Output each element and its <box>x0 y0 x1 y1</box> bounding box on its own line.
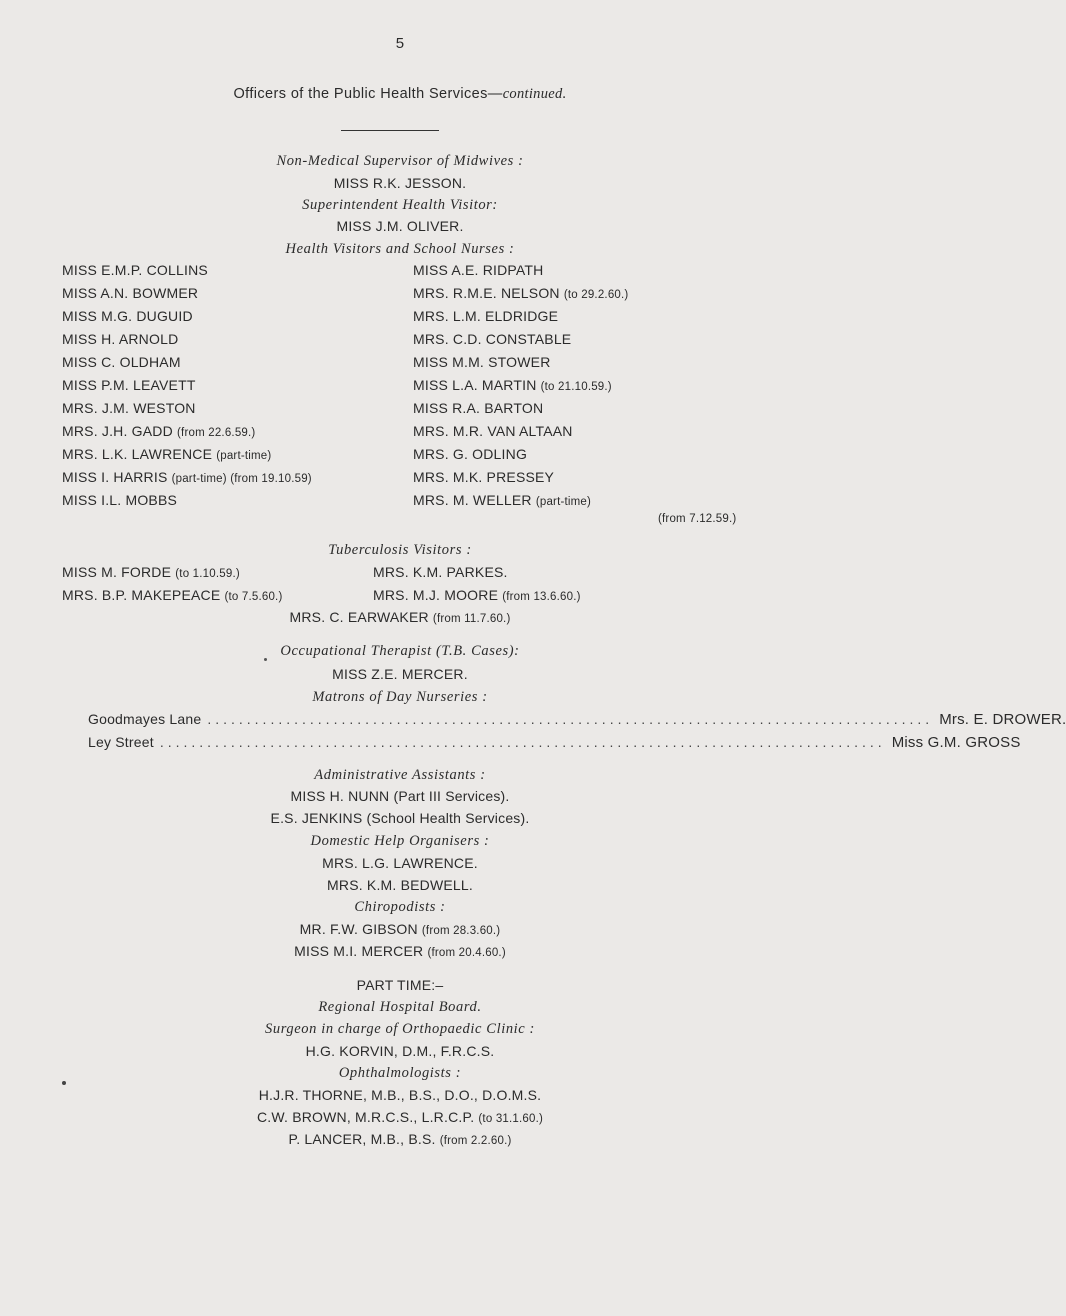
regional-board: Regional Hospital Board. <box>318 999 482 1015</box>
hv-left-10: MISS I.L. MOBBS <box>62 492 178 508</box>
matron-row-0 <box>88 711 1066 731</box>
title-rule <box>341 130 439 131</box>
hv-right-0: MISS A.E. RIDPATH <box>413 262 544 278</box>
page-title <box>0 86 800 103</box>
hv-left-0: MISS E.M.P. COLLINS <box>62 262 208 278</box>
leader-dots: ............................................................................................ <box>207 711 934 727</box>
domestic-line-0: MRS. L.G. LAWRENCE. <box>322 855 478 871</box>
hv-right-4: MISS M.M. STOWER <box>413 354 551 370</box>
page-number: 5 <box>395 35 405 52</box>
occupational-name: MISS Z.E. MERCER. <box>332 666 468 682</box>
matron-place: Ley Street <box>88 734 154 750</box>
surgeon-heading: Surgeon in charge of Orthopaedic Clinic : <box>265 1021 535 1037</box>
title-suffix: continued. <box>502 86 567 102</box>
surgeon-name: H.G. KORVIN, D.M., F.R.C.S. <box>305 1043 495 1059</box>
admin-line-0: MISS H. NUNN (Part III Services). <box>290 788 510 804</box>
midwives-name: MISS R.K. JESSON. <box>333 175 467 191</box>
matron-place: Goodmayes Lane <box>88 711 202 727</box>
tb-left-1: MRS. B.P. MAKEPEACE (to 7.5.60.) <box>62 587 283 603</box>
hv-right-6: MISS R.A. BARTON <box>413 400 544 416</box>
ophthalmologist-line-2: P. LANCER, M.B., B.S. (from 2.2.60.) <box>288 1131 512 1147</box>
hv-left-8: MRS. L.K. LAWRENCE (part-time) <box>62 446 272 462</box>
hv-left-7: MRS. J.H. GADD (from 22.6.59.) <box>62 423 256 439</box>
hv-left-2: MISS M.G. DUGUID <box>62 308 193 324</box>
hv-left-9: MISS I. HARRIS (part-time) (from 19.10.59) <box>62 469 312 485</box>
admin-line-1: E.S. JENKINS (School Health Services). <box>270 810 530 826</box>
chiropodist-line-0: MR. F.W. GIBSON (from 28.3.60.) <box>299 921 501 937</box>
part-time-heading: PART TIME:– <box>356 977 444 993</box>
hv-right-5: MISS L.A. MARTIN (to 21.10.59.) <box>413 377 612 393</box>
tb-centre: MRS. C. EARWAKER (from 11.7.60.) <box>289 609 511 625</box>
superintendent-name: MISS J.M. OLIVER. <box>336 218 464 234</box>
title-main: Officers of the Public Health Services— <box>233 86 503 102</box>
hv-right-1: MRS. R.M.E. NELSON (to 29.2.60.) <box>413 285 629 301</box>
hv-left-3: MISS H. ARNOLD <box>62 331 179 347</box>
tb-visitors-heading: Tuberculosis Visitors : <box>328 542 472 558</box>
tb-right-0: MRS. K.M. PARKES. <box>373 564 508 580</box>
hv-right-8: MRS. G. ODLING <box>413 446 528 462</box>
superintendent-heading: Superintendent Health Visitor: <box>302 197 498 213</box>
tb-right-1: MRS. M.J. MOORE (from 13.6.60.) <box>373 587 581 603</box>
chiropodists-heading: Chiropodists : <box>354 899 446 915</box>
ophthalmologist-line-0: H.J.R. THORNE, M.B., B.S., D.O., D.O.M.S. <box>258 1087 542 1103</box>
matron-name: Miss G.M. GROSS <box>891 734 1021 751</box>
tb-left-0: MISS M. FORDE (to 1.10.59.) <box>62 564 240 580</box>
chiropodist-line-1: MISS M.I. MERCER (from 20.4.60.) <box>294 943 506 959</box>
hv-right-9: MRS. M.K. PRESSEY <box>413 469 555 485</box>
domestic-heading: Domestic Help Organisers : <box>310 833 490 849</box>
leader-dots: ............................................................................................ <box>159 734 886 750</box>
hv-left-1: MISS A.N. BOWMER <box>62 285 199 301</box>
hv-right-10: MRS. M. WELLER (part-time) <box>413 492 592 508</box>
hv-right-2: MRS. L.M. ELDRIDGE <box>413 308 559 324</box>
health-visitors-heading: Health Visitors and School Nurses : <box>285 241 515 257</box>
admin-heading: Administrative Assistants : <box>314 767 486 783</box>
hv-right-7: MRS. M.R. VAN ALTAAN <box>413 423 573 439</box>
hv-left-4: MISS C. OLDHAM <box>62 354 181 370</box>
hv-weller-continuation: (from 7.12.59.) <box>658 513 737 525</box>
hv-left-5: MISS P.M. LEAVETT <box>62 377 196 393</box>
hv-right-3: MRS. C.D. CONSTABLE <box>413 331 572 347</box>
ophthalmologist-line-1: C.W. BROWN, M.R.C.S., L.R.C.P. (to 31.1.60.) <box>256 1109 544 1125</box>
hv-left-6: MRS. J.M. WESTON <box>62 400 196 416</box>
occupational-heading: Occupational Therapist (T.B. Cases): <box>280 643 520 659</box>
matron-row-1 <box>88 734 1021 754</box>
ophthalmologists-heading: Ophthalmologists : <box>338 1065 462 1081</box>
domestic-line-1: MRS. K.M. BEDWELL. <box>327 877 473 893</box>
matrons-heading: Matrons of Day Nurseries : <box>312 689 488 705</box>
matron-name: Mrs. E. DROWER. <box>939 711 1066 728</box>
midwives-heading: Non-Medical Supervisor of Midwives : <box>276 153 524 169</box>
